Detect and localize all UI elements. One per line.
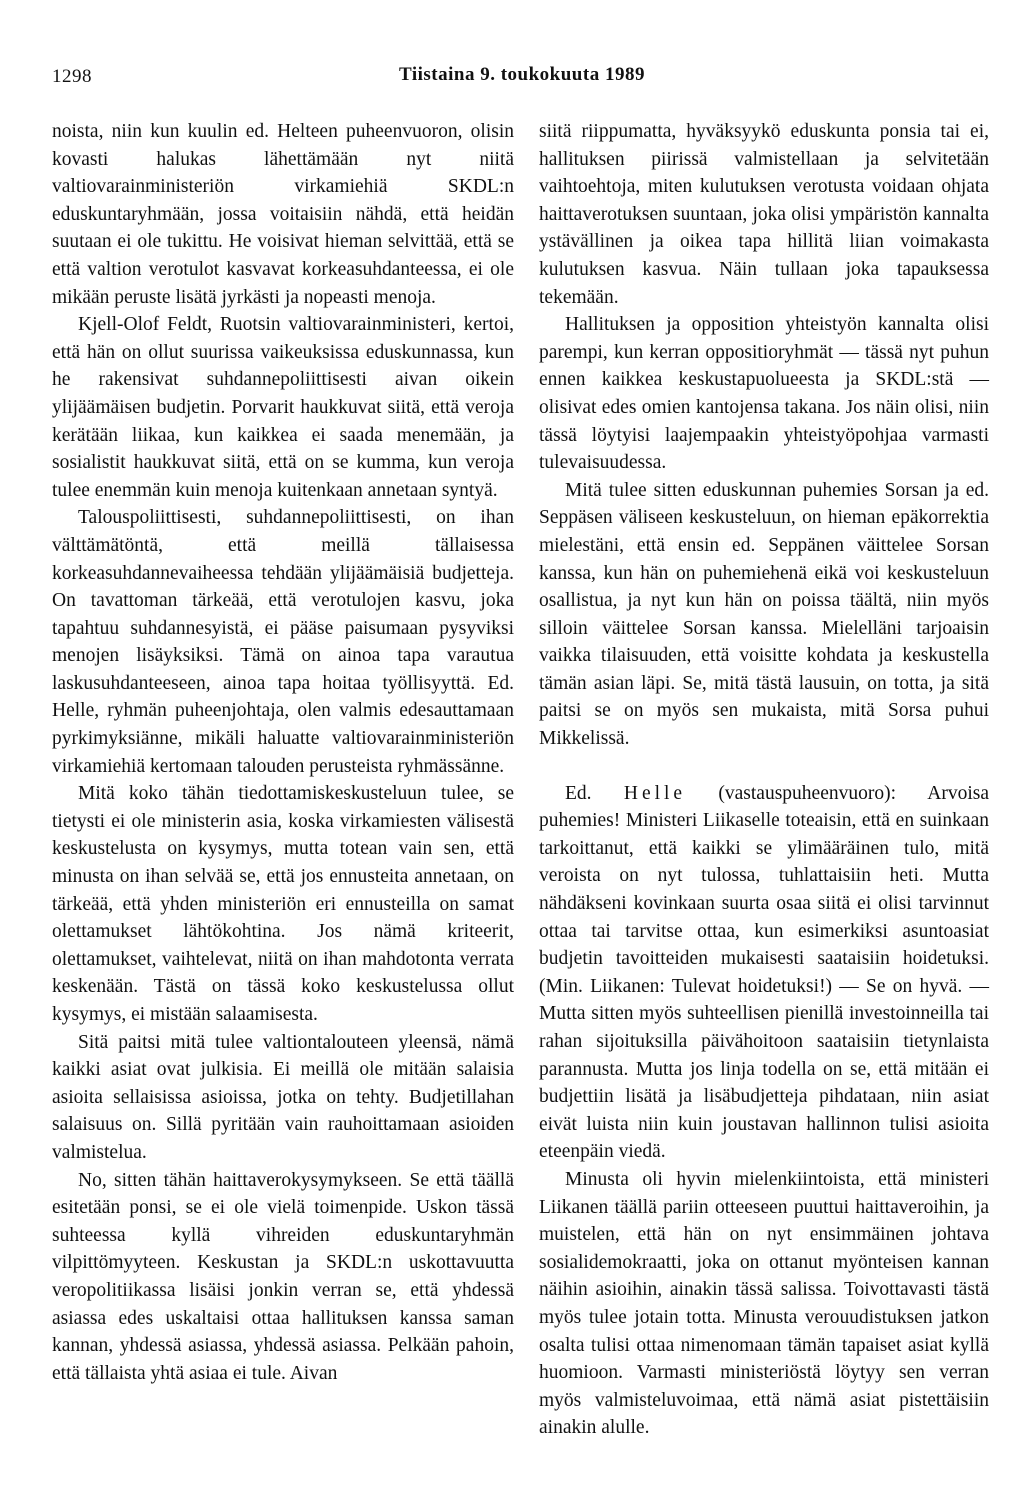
left-column: [52, 118, 514, 1387]
paragraph: Hallituksen ja opposition yhteistyön kannalta olisi parempi, kun kerran oppositioryhmät — tässä nyt puhun ennen kaikkea keskustapuolueesta ja SKDL:stä — olisivat edes omien kantojensa takana. Jos näin olisi, niin tässä löytyisi laajempaakin yhteistyöpohjaa varmasti tulevaisuudessa.: [539, 314, 989, 474]
paragraph: Mitä koko tähän tiedottamiskeskusteluun tulee, se tietysti ei ole ministerin asia, koska virkamiesten välisestä keskustelusta on kysymys, mutta totean vain sen, että minusta on ihan selvää se, että jos ennusteita annetaan, on tärkeää, että yhden ministeriön eri ennusteilla on samat olettamukset lähtökohtina. Jos nämä kriteerit, olettamukset, vaihtelevat, niitä on ihan mahdotonta verrata keskenään. Tästä on tässä koko keskustelussa ollut kysymys, ei mistään salaamisesta.: [52, 783, 514, 1025]
paragraph: Kjell-Olof Feldt, Ruotsin valtiovarainministeri, kertoi, että hän on ollut suurissa vaikeuksissa eduskunnassa, kun he rakensivat suhdannepoliittisesti aivan oikein ylijäämäisen budjetin. Porvarit haukkuvat siitä, että veroja kerätään liikaa, kun kaikkea ei saada menemään, ja sosialistit haukkuvat siitä, että on se kumma, kun veroja tulee enemmän kuin menoja kuitenkaan annetaan syntyä.: [52, 314, 514, 501]
speech-prefix: Ed.: [565, 782, 592, 804]
speech-text: Arvoisa puhemies! Ministeri Liikaselle toteaisin, että en suinkaan tarkoittanut, että kaikki se ylimääräinen tulo, mitä veroista on nyt tulossa, tuhlattaisiin heti. Mutta nähdäkseni kovinkaan suurta osaa siitä ei olisi tarvinnut ottaa tai tarvitse ottaa, kun esimerkiksi asuntoasiat budjetin tavoitteiden mukaisesti saataisiin hoidetuksi. (Min. Liikanen: Tulevat hoidetuksi!) — Se on hyvä. — Mutta sitten myös suhteellisen pienillä investoinneilla tai rahan sijoituksilla päivähoitoon saataisiin tietynlaista parannusta. Mutta jos linja todella on se, että mitään ei budjettiin lisätä ja lisäbudjetteja pihdataan, niin asiat eivät luista niin kuin joustavan hallinnon tulisi asioita eteenpäin viedä.: [539, 782, 990, 1163]
paragraph: noista, niin kun kuulin ed. Helteen puheenvuoron, olisin kovasti halukas lähettämään nyt niitä valtiovarainministeriön virkamiehiä SKDL:n eduskuntaryhmään, jossa voitaisiin nähdä, että heidän suutaan ei ole tukittu. He voisivat hieman selvittää, että se että valtion verotulot kasvavat korkeasuhdanteessa, ei ole mikään peruste lisätä jyrkästi ja nopeasti menoja.: [52, 121, 514, 308]
running-head: Tiistaina 9. toukokuuta 1989: [399, 64, 645, 85]
paragraph: Talouspoliittisesti, suhdannepoliittisesti, on ihan välttämätöntä, että meillä tällaisessa korkeasuhdannevaiheessa tehdään ylijäämäisiä budjetteja. On tavattoman tärkeää, että verotulojen kasvu, joka tapahtuu suhdannesyistä, ei pääse paisumaan pysyviksi menojen lisäyksiksi. Tämä on ainoa tapa varautua laskusuhdanteeseen, ainoa tapa hoitaa työllisyyttä. Ed. Helle, ryhmän puheenjohtaja, olen valmis edesauttamaan pyrkimyksiänne, mikäli haluatte valtiovarainministeriön virkamiehiä kertomaan talouden perusteista ryhmässänne.: [52, 507, 514, 777]
paragraph: Minusta oli hyvin mielenkiintoista, että ministeri Liikanen täällä pariin otteeseen puuttui haittaveroihin, ja muistelen, että hän on nyt ensimmäinen johtava sosialidemokraatti, joka on ottanut myönteisen kannan näihin asioihin, ainakin tässä salissa. Toivottavasti tästä myös tulee jotain totta. Minusta verouudistuksen jatkon osalta tulisi ottaa nimenomaan tämän tapaiset asiat kyllä huomioon. Varmasti ministeriöstä löytyy sen verran myös valmisteluvoimaa, että nämä asiat pistettäisiin ainakin alulle.: [539, 1168, 989, 1439]
speech-paragraph: [539, 780, 989, 1166]
paragraph: Mitä tulee sitten eduskunnan puhemies Sorsan ja ed. Seppäsen väliseen keskusteluun, on hieman epäkorrektia mielestäni, että ensin ed. Seppänen väittelee Sorsan kanssa, kun hän on puhemiehenä eikä voi keskusteluun osallistua, ja nyt kun hän on poissa täältä, niin myös silloin väittelee Sorsan kanssa. Mielelläni tarjoaisin vaikka tilaisuuden, että voisitte kohdata ja keskustella tämän asian läpi. Se, mitä tästä lausuin, on totta, ja sitä paitsi se on myös sen mukaista, mitä Sorsa puhui Mikkelissä.: [539, 479, 989, 750]
paragraph: Sitä paitsi mitä tulee valtiontalouteen yleensä, nämä kaikki asiat ovat julkisia. Ei meillä ole mitään salaisia asioita sellaisissa asioissa, jotka on tehty. Budjetillahan salaisuus on. Sillä pyritään vain rauhoittamaan asioiden valmistelua.: [52, 1031, 514, 1163]
paragraph: siitä riippumatta, hyväksyykö eduskunta ponsia tai ei, hallituksen piirissä valmistellaan ja selvitetään vaihtoehtoja, miten kulutuksen verotusta voidaan ohjata haittaverotuksen suuntaan, joka olisi ympäristön kannalta ystävällinen ja oikea tapa hillitä liian voimakasta kulutuksen kasvua. Näin tullaan joka tapauksessa tekemään.: [539, 121, 989, 308]
right-column: [539, 118, 989, 1442]
speech-role: (vastauspuheenvuoro):: [718, 782, 897, 804]
paragraph: No, sitten tähän haittaverokysymykseen. Se että täällä esitetään ponsi, se ei ole vielä toimenpide. Uskon tässä suhteessa kyllä vihreiden eduskuntaryhmän vilpittömyyteen. Keskustan ja SKDL:n uskottavuutta veropolitiikassa lisäisi jonkin verran se, että yhdessä asiassa edes uskaltaisi ottaa hallituksen kanssa saman kannan, yhdessä asiassa, yhdessä asiassa. Pelkään pahoin, että tällaista yhtä asiaa ei tule. Aivan: [52, 1169, 514, 1384]
speaker-name: Helle: [623, 782, 687, 804]
page-number: 1298: [52, 66, 92, 87]
